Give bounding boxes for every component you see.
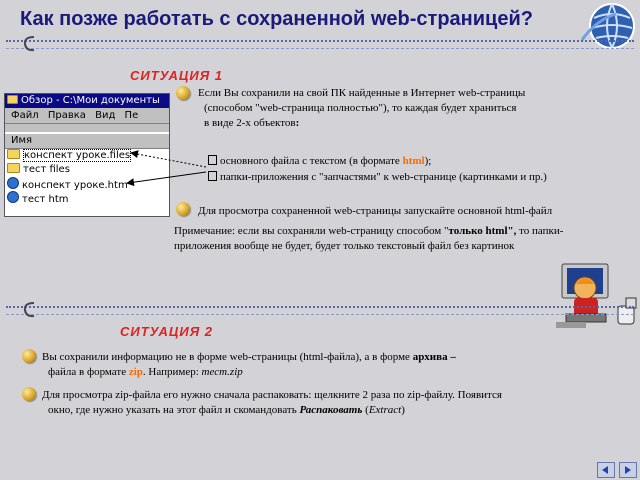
column-header-name[interactable]: Имя bbox=[5, 133, 169, 149]
item-1-text: основного файла с текстом (в формате bbox=[220, 155, 403, 167]
situation-1-label: СИТУАЦИЯ 1 bbox=[130, 68, 224, 83]
item-1-end: ); bbox=[424, 155, 432, 167]
bullet-icon bbox=[22, 387, 36, 401]
file-name: конспект уроке.files bbox=[24, 150, 131, 161]
separator bbox=[0, 302, 640, 320]
intro-line-1: Если Вы сохранили на свой ПК найденные в Интернет web-страницы bbox=[198, 87, 526, 99]
view-instruction: Для просмотра сохраненной web-страницы запускайте основной html-файл bbox=[198, 205, 553, 217]
s2-extract: Extract bbox=[368, 404, 402, 416]
bullet-icon bbox=[22, 349, 36, 363]
s2-line-4: окно, где нужно указать на этот файл и скомандовать bbox=[48, 404, 300, 416]
s2-example-file: тест.zip bbox=[201, 366, 243, 378]
note-only-html: только html", bbox=[448, 225, 517, 237]
s2-line-2: файла в формате bbox=[48, 366, 129, 378]
prev-arrow-icon[interactable] bbox=[597, 462, 615, 478]
file-name: конспект уроке.htm bbox=[22, 180, 128, 191]
s2-zip: zip bbox=[128, 366, 143, 378]
menu-edit[interactable]: Правка bbox=[47, 110, 86, 121]
s2-line-1: Вы сохранили информацию не в форме web-страницы (html-файла), а в форме bbox=[42, 351, 413, 363]
note-text: Примечание: если вы сохраняли web-страницу способом " bbox=[174, 225, 449, 237]
situation-2-view bbox=[42, 388, 622, 418]
file-name: тест htm bbox=[22, 194, 69, 205]
item-2-text: папки-приложения с "запчастями" к web-странице (картинками и пр.) bbox=[220, 171, 547, 183]
intro-colon: : bbox=[295, 117, 300, 129]
s2-archive: архива bbox=[412, 351, 448, 363]
menu-more[interactable]: Пе bbox=[124, 110, 139, 121]
intro-line-2: (способом "web-страница полностью"), то каждая будет храниться bbox=[204, 102, 517, 114]
situation-2-label: СИТУАЦИЯ 2 bbox=[120, 324, 214, 339]
s2-paren-open: ( bbox=[362, 404, 369, 416]
menu-view[interactable]: Вид bbox=[95, 110, 116, 121]
computer-user-icon bbox=[556, 258, 640, 338]
note-line-2: приложения вообще не будет, будет только текстовый файл без картинок bbox=[174, 240, 515, 252]
s2-line-3: Для просмотра zip-файла его нужно сначала распаковать: щелкните 2 раза по zip-файлу. Появится bbox=[42, 389, 502, 401]
menu-file[interactable]: Файл bbox=[11, 110, 39, 121]
intro-line-3: в виде 2-х объектов bbox=[204, 117, 296, 129]
note-text-end: то папки- bbox=[516, 225, 564, 237]
s2-example: . Например: bbox=[142, 366, 202, 378]
situation-2-text bbox=[42, 350, 602, 380]
page-title: Как позже работать с сохраненной web-страницей? bbox=[20, 8, 533, 30]
file-name: тест files bbox=[23, 164, 70, 175]
next-arrow-icon[interactable] bbox=[619, 462, 637, 478]
explorer-title: Обзор - C:\Мои документы bbox=[21, 95, 160, 106]
s2-unpack: Распаковать bbox=[299, 404, 363, 416]
s2-paren-close: ) bbox=[401, 404, 405, 416]
s2-dash: – bbox=[447, 351, 456, 363]
html-format: html bbox=[402, 155, 425, 167]
